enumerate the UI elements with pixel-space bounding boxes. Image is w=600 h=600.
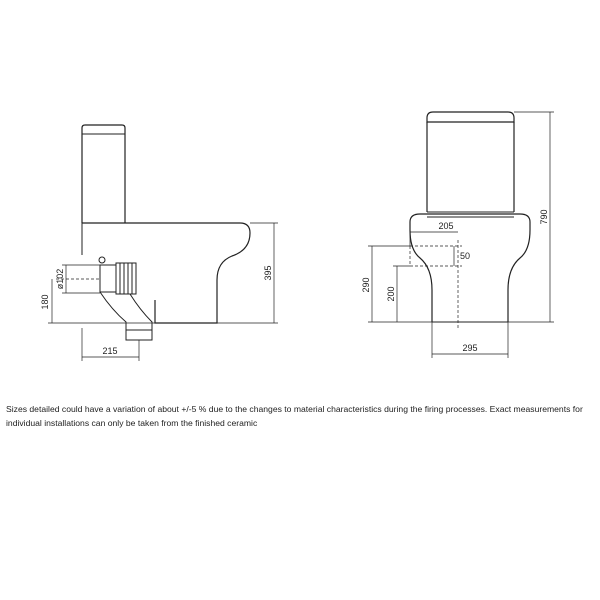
front-dim-790-label: 790 [539, 209, 549, 225]
front-dim-290-label: 290 [361, 277, 371, 293]
front-dim-200-label: 200 [386, 286, 396, 302]
side-dim-215-label: 215 [102, 346, 118, 356]
front-dim-50-label: 50 [460, 251, 471, 261]
side-view [40, 125, 278, 361]
front-dim-205-label: 205 [438, 221, 454, 231]
side-dim-395-label: 395 [263, 265, 273, 281]
front-cistern-lid [427, 112, 514, 122]
side-bend-pipe [100, 292, 152, 340]
side-pan-outline [82, 223, 250, 323]
front-dim-295-label: 295 [462, 343, 478, 353]
disclaimer-note: Sizes detailed could have a variation of about +/-5 % due to the changes to material characteristics during the firing processes. Exact measurements for individual installations can only be taken from the finished ceramic [6, 404, 583, 428]
side-dim-diameter-label: ø102 [55, 268, 65, 290]
side-cistern-outline [82, 125, 125, 223]
front-rim [410, 214, 530, 230]
side-pipe-joint [116, 263, 136, 294]
front-cistern-body [427, 122, 514, 212]
side-inlet-hole [99, 257, 105, 263]
side-dim-180-label: 180 [40, 294, 50, 310]
side-pipe-collar [100, 265, 116, 292]
front-view [361, 112, 554, 358]
front-pan-body [410, 230, 530, 322]
